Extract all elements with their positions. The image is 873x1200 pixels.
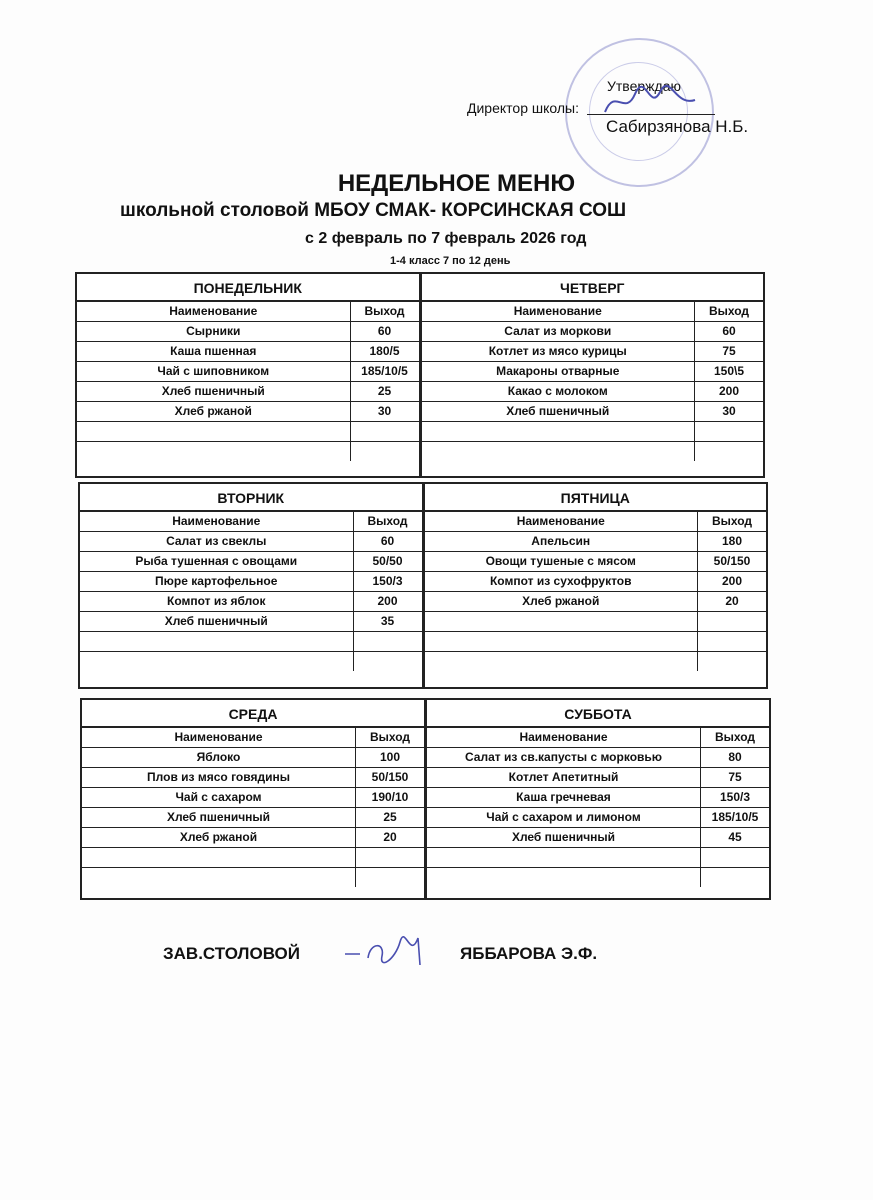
table-row — [77, 362, 419, 382]
column-header-output: Выход — [711, 514, 753, 528]
dish-name: Чай с сахаром — [82, 788, 356, 807]
dish-output: 30 — [722, 404, 736, 418]
table-row — [422, 362, 764, 382]
day-title: ПЯТНИЦА — [425, 484, 767, 512]
dish-output: 200 — [377, 594, 398, 608]
dish-output: 50/50 — [372, 554, 403, 568]
dish-output: 35 — [380, 614, 395, 628]
dish-name: Яблоко — [82, 748, 356, 767]
director-name: Сабирзянова Н.Б. — [606, 117, 749, 136]
column-header-name: Наименование — [77, 302, 351, 321]
dish-output: 20 — [725, 594, 739, 608]
table-row — [80, 532, 422, 552]
table-row — [422, 442, 764, 461]
page-title: НЕДЕЛЬНОЕ МЕНЮ — [337, 170, 576, 197]
table-row — [80, 612, 422, 632]
dish-output: 30 — [377, 404, 392, 418]
table-row — [77, 422, 419, 442]
footer-name: ЯББАРОВА Э.Ф. — [460, 944, 598, 963]
dish-name — [425, 632, 699, 651]
dish-output — [695, 422, 763, 441]
dish-name: Плов из мясо говядины — [82, 768, 356, 787]
day-title: ЧЕТВЕРГ — [422, 274, 764, 302]
dish-output — [356, 868, 424, 887]
dish-output: 190/10 — [371, 790, 409, 804]
table-row — [422, 422, 764, 442]
dish-name — [422, 422, 696, 441]
dish-output: 45 — [728, 830, 742, 844]
table-row — [422, 322, 764, 342]
day-menu — [422, 484, 767, 687]
column-header-output: Выход — [367, 514, 408, 528]
dish-name — [422, 442, 696, 461]
dish-output: 180 — [721, 534, 743, 548]
column-header-output: Выход — [369, 730, 411, 744]
dish-output: 60 — [377, 324, 392, 338]
dish-name: Хлеб пшеничный — [80, 612, 354, 631]
column-header-row — [425, 512, 767, 532]
table-row — [80, 652, 422, 671]
table-row — [80, 632, 422, 652]
table-row — [80, 592, 422, 612]
table-row — [80, 572, 422, 592]
dish-name: Хлеб пшеничный — [427, 828, 701, 847]
approve-label: Утверждаю — [607, 78, 681, 94]
dish-name — [80, 632, 354, 651]
dish-name: Хлеб ржаной — [77, 402, 351, 421]
dish-name — [425, 612, 699, 631]
column-header-output: Выход — [364, 304, 405, 318]
menu-table-tue-fri — [78, 482, 768, 689]
dish-name: Каша пшенная — [77, 342, 351, 361]
director-label: Директор школы: — [467, 100, 579, 116]
dish-output: 150\5 — [713, 364, 745, 378]
table-row — [425, 652, 767, 671]
dish-name: Хлеб пшеничный — [422, 402, 696, 421]
table-row — [77, 342, 419, 362]
column-header-name: Наименование — [82, 728, 356, 747]
dish-output: 50/150 — [713, 554, 751, 568]
dish-output — [701, 868, 769, 887]
table-row — [427, 848, 769, 868]
dish-output: 200 — [721, 574, 743, 588]
table-row — [77, 402, 419, 422]
dish-name: Компот из яблок — [80, 592, 354, 611]
table-row — [427, 748, 769, 768]
dish-output: 60 — [380, 534, 395, 548]
dish-output: 60 — [722, 324, 736, 338]
dish-output — [695, 442, 763, 461]
dish-name: Хлеб ржаной — [425, 592, 699, 611]
table-row — [427, 808, 769, 828]
column-header-output: Выход — [708, 304, 750, 318]
dish-name: Салат из моркови — [422, 322, 696, 341]
dish-name: Сырники — [77, 322, 351, 341]
dish-output — [701, 848, 769, 867]
table-row — [80, 552, 422, 572]
menu-table-mon-thu — [75, 272, 765, 478]
dish-output — [351, 442, 419, 461]
table-row — [425, 552, 767, 572]
dish-output: 20 — [383, 830, 397, 844]
dish-name — [77, 422, 351, 441]
dish-name: Салат из св.капусты с морковью — [427, 748, 701, 767]
column-header-name: Наименование — [80, 512, 354, 531]
day-title: СРЕДА — [82, 700, 424, 728]
dish-name: Хлеб пшеничный — [82, 808, 356, 827]
dish-name: Компот из сухофруктов — [425, 572, 699, 591]
class-info: 1-4 класс 7 по 12 день — [390, 255, 511, 267]
table-row — [422, 402, 764, 422]
table-row — [422, 342, 764, 362]
column-header-name: Наименование — [422, 302, 696, 321]
dish-name — [80, 652, 354, 671]
dish-name: Чай с сахаром и лимоном — [427, 808, 701, 827]
table-row — [425, 532, 767, 552]
dish-output: 185/10/5 — [711, 810, 759, 824]
dish-output — [698, 652, 766, 671]
dish-name: Чай с шиповником — [77, 362, 351, 381]
table-row — [82, 868, 424, 887]
dish-output: 100 — [379, 750, 401, 764]
dish-name: Салат из свеклы — [80, 532, 354, 551]
column-header-row — [77, 302, 419, 322]
column-header-row — [82, 728, 424, 748]
table-row — [82, 748, 424, 768]
dish-name — [77, 442, 351, 461]
director-signature — [600, 82, 700, 122]
dish-output: 200 — [718, 384, 740, 398]
dish-output — [698, 612, 766, 631]
dish-name — [425, 652, 699, 671]
table-row — [427, 768, 769, 788]
dish-name: Котлет Апетитный — [427, 768, 701, 787]
dish-name — [427, 848, 701, 867]
table-row — [425, 572, 767, 592]
column-header-output: Выход — [714, 730, 756, 744]
table-row — [82, 808, 424, 828]
table-row — [425, 612, 767, 632]
table-row — [427, 828, 769, 848]
dish-output: 150/3 — [719, 790, 751, 804]
column-header-name: Наименование — [427, 728, 701, 747]
dish-name: Котлет из мясо курицы — [422, 342, 696, 361]
day-menu — [80, 484, 422, 687]
table-row — [425, 592, 767, 612]
dish-output: 50/150 — [371, 770, 409, 784]
dish-output — [698, 632, 766, 651]
day-menu — [82, 700, 424, 898]
dish-output: 75 — [728, 770, 742, 784]
date-range: с 2 февраль по 7 февраль 2026 год — [305, 230, 587, 247]
table-row — [77, 322, 419, 342]
column-header-row — [427, 728, 769, 748]
dish-name — [82, 868, 356, 887]
dish-output — [354, 652, 422, 671]
dish-output: 185/10/5 — [361, 364, 408, 378]
day-title: ВТОРНИК — [80, 484, 422, 512]
day-title: СУББОТА — [427, 700, 769, 728]
day-menu — [77, 274, 419, 476]
table-row — [77, 382, 419, 402]
footer-position: ЗАВ.СТОЛОВОЙ — [163, 944, 300, 963]
dish-name — [427, 868, 701, 887]
column-header-name: Наименование — [425, 512, 699, 531]
dish-name: Хлеб ржаной — [82, 828, 356, 847]
dish-output: 25 — [383, 810, 397, 824]
dish-output — [356, 848, 424, 867]
dish-name: Рыба тушенная с овощами — [80, 552, 354, 571]
table-row — [82, 768, 424, 788]
dish-name: Хлеб пшеничный — [77, 382, 351, 401]
menu-table-wed-sat — [80, 698, 771, 900]
table-row — [422, 382, 764, 402]
dish-output — [354, 632, 422, 651]
dish-name: Макароны отварные — [422, 362, 696, 381]
dish-output: 75 — [722, 344, 736, 358]
dish-name: Овощи тушеные с мясом — [425, 552, 699, 571]
day-menu — [419, 274, 764, 476]
table-row — [82, 848, 424, 868]
dish-output: 180/5 — [369, 344, 400, 358]
dish-output — [351, 422, 419, 441]
dish-output: 25 — [377, 384, 392, 398]
dish-name — [82, 848, 356, 867]
table-row — [427, 868, 769, 887]
day-title: ПОНЕДЕЛЬНИК — [77, 274, 419, 302]
table-row — [82, 788, 424, 808]
table-row — [82, 828, 424, 848]
dish-name: Апельсин — [425, 532, 699, 551]
dish-name: Каша гречневая — [427, 788, 701, 807]
table-row — [427, 788, 769, 808]
day-menu — [424, 700, 769, 898]
column-header-row — [422, 302, 764, 322]
dish-name: Какао с молоком — [422, 382, 696, 401]
dish-output: 80 — [728, 750, 742, 764]
page-subtitle: школьной столовой МБОУ СМАК- КОРСИНСКАЯ СОШ — [120, 200, 627, 221]
column-header-row — [80, 512, 422, 532]
dish-output: 150/3 — [372, 574, 403, 588]
table-row — [425, 632, 767, 652]
dish-name: Пюре картофельное — [80, 572, 354, 591]
table-row — [77, 442, 419, 461]
manager-signature — [340, 930, 435, 970]
